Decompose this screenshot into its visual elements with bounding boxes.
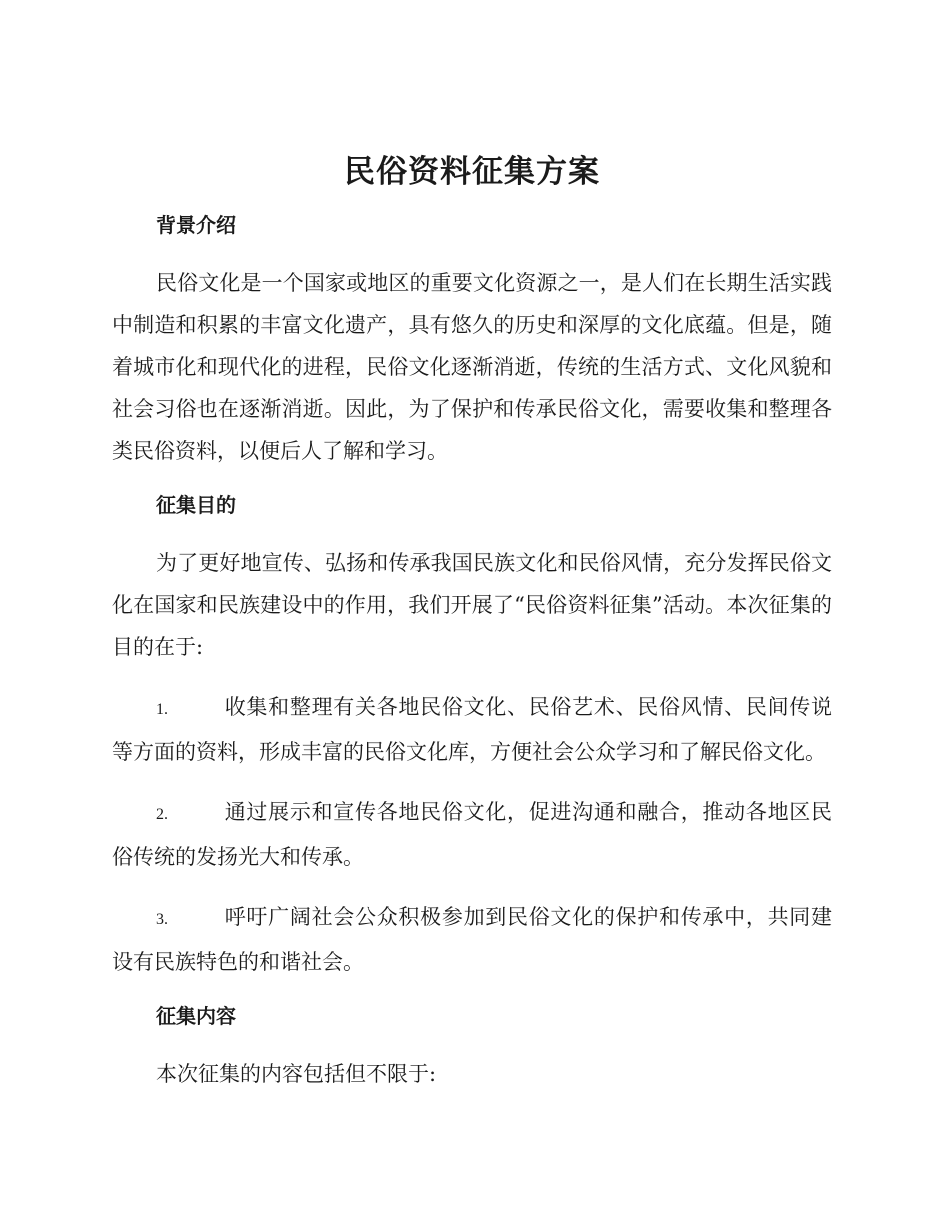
content-paragraph: 本次征集的内容包括但不限于: — [156, 1062, 437, 1086]
background-paragraph: 民俗文化是一个国家或地区的重要文化资源之一，是人们在长期生活实践中制造和积累的丰富文化遗产，具有悠久的历史和深厚的文化底蕴。但是，随着城市化和现代化的进程，民俗文化逐渐消逝，传统的生活方式、文化风貌和社会习俗也在逐渐消逝。因此，为了保护和传承民俗文化，需要收集和整理各类民俗资料，以便后人了解和学习。 — [112, 271, 832, 463]
section-heading-content: 征集内容 — [156, 1004, 236, 1028]
list-item-text: 收集和整理有关各地民俗文化、民俗艺术、民俗风情、民间传说等方面的资料，形成丰富的民俗文化库，方便社会公众学习和了解民俗文化。 — [112, 695, 832, 764]
section-heading-background: 背景介绍 — [156, 213, 236, 237]
document-title: 民俗资料征集方案 — [344, 154, 600, 190]
purpose-paragraph: 为了更好地宣传、弘扬和传承我国民族文化和民俗风情，充分发挥民俗文化在国家和民族建设中的作用，我们开展了“民俗资料征集”活动。本次征集的目的在于: — [112, 551, 832, 659]
list-item-text: 通过展示和宣传各地民俗文化，促进沟通和融合，推动各地区民俗传统的发扬光大和传承。 — [112, 800, 832, 869]
list-number: 1. — [156, 701, 168, 718]
list-number: 2. — [156, 806, 168, 823]
list-item-text: 呼吁广阔社会公众积极参加到民俗文化的保护和传承中，共同建设有民族特色的和谐社会。 — [112, 905, 832, 974]
list-number: 3. — [156, 911, 168, 928]
purpose-list-item — [112, 896, 832, 983]
section-heading-purpose: 征集目的 — [156, 493, 236, 517]
purpose-list-item — [112, 791, 832, 878]
purpose-list-item — [112, 686, 832, 773]
